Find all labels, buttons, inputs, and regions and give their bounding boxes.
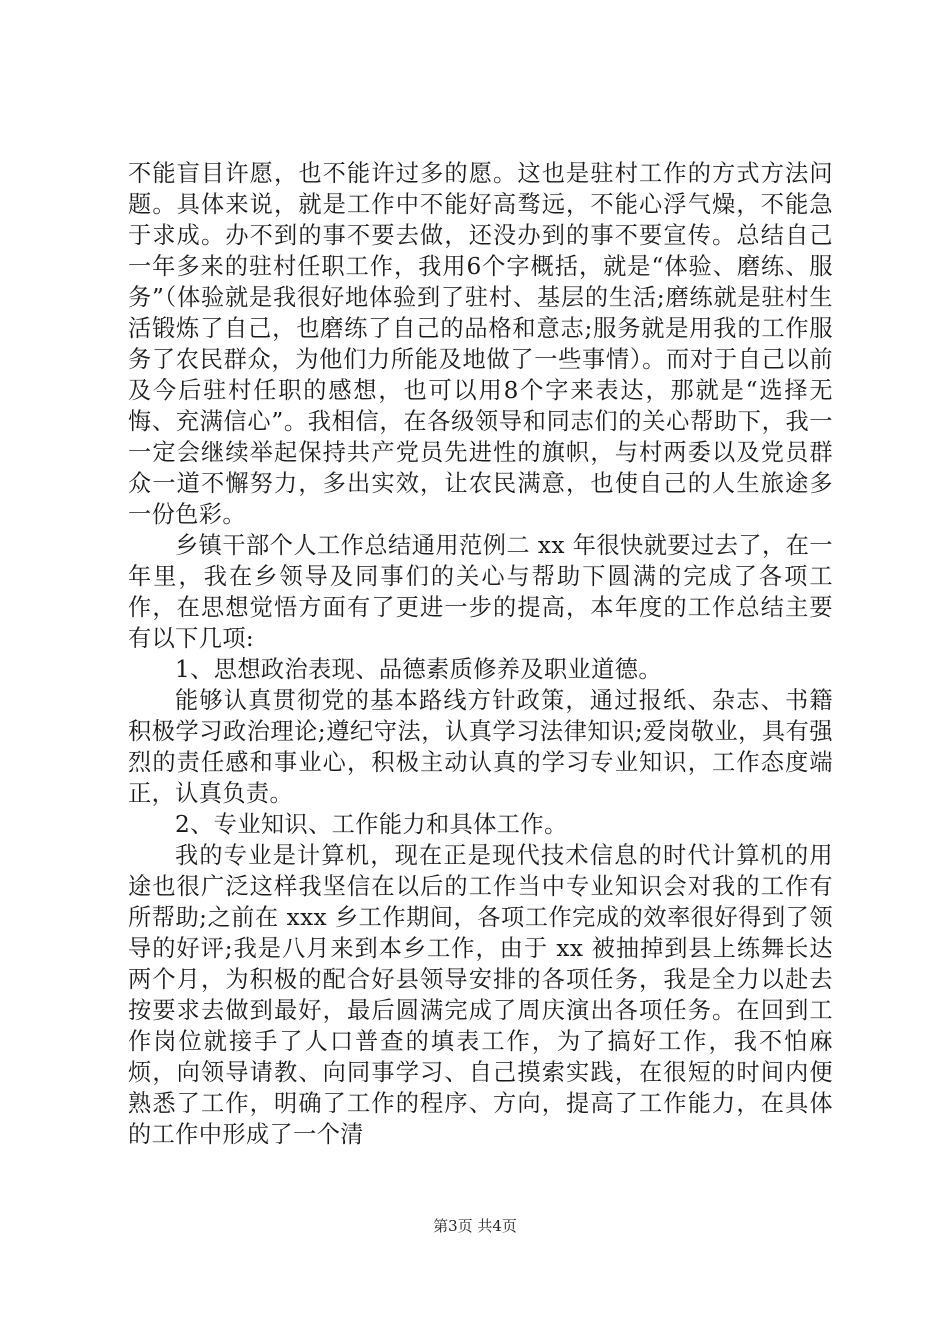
paragraph: 不能盲目许愿，也不能许过多的愿。这也是驻村工作的方式方法问题。具体来说，就是工作中不能好高骛远，不能心浮气燥，不能急于求成。办不到的事不要去做，还没办到的事不要宣传。总结自己一年多来的驻村任职工作，我用6个字概括，就是“体验、磨练、服务”（体验就是我很好地体验到了驻村、基层的生活;磨练就是驻村生活锻炼了自己，也磨练了自己的品格和意志;服务就是用我的工作服务了农民群众，为他们力所能及地做了一些事情）。而对于自己以前及今后驻村任职的感想，也可以用8个字来表达，那就是“选择无悔、充满信心”。我相信，在各级领导和同志们的关心帮助下，我一一定会继续举起保持共产党员先进性的旗帜，与村两委以及党员群众一道不懈努力，多出实效，让农民满意，也使自己的人生旅途多一份色彩。 xyxy=(128,160,833,528)
page-footer: 第3页 共4页 xyxy=(433,1217,517,1235)
paragraph: 乡镇干部个人工作总结通用范例二 xx 年很快就要过去了，在一年里，我在乡领导及同事们的关心与帮助下圆满的完成了各项工作，在思想觉悟方面有了更进一步的提高，本年度的工作总结主要有以下几项: xyxy=(128,532,833,652)
document-body xyxy=(128,158,833,1150)
section-heading: 2、专业知识、工作能力和具体工作。 xyxy=(175,811,568,838)
paragraph: 能够认真贯彻党的基本路线方针政策，通过报纸、杂志、书籍积极学习政治理论;遵纪守法，认真学习法律知识;爱岗敬业，具有强烈的责任感和事业心，积极主动认真的学习专业知识，工作态度端正，认真负责。 xyxy=(128,687,833,807)
section-heading: 1、思想政治表现、品德素质修养及职业道德。 xyxy=(175,656,662,683)
paragraph: 我的专业是计算机，现在正是现代技术信息的时代计算机的用途也很广泛这样我坚信在以后的工作当中专业知识会对我的工作有所帮助;之前在 xxx 乡工作期间，各项工作完成的效率很好得到了领导的好评;我是八月来到本乡工作，由于 xx 被抽掉到县上练舞长达两个月，为积极的配合好县领导安排的各项任务，我是全力以赴去按要求去做到最好，最后圆满完成了周庆演出各项任务。在回到工作岗位就接手了人口普查的填表工作，为了搞好工作，我不怕麻烦，向领导请教、向同事学习、自己摸索实践，在很短的时间内便熟悉了工作，明确了工作的程序、方向，提高了工作能力，在具体的工作中形成了一个清 xyxy=(128,842,833,1148)
